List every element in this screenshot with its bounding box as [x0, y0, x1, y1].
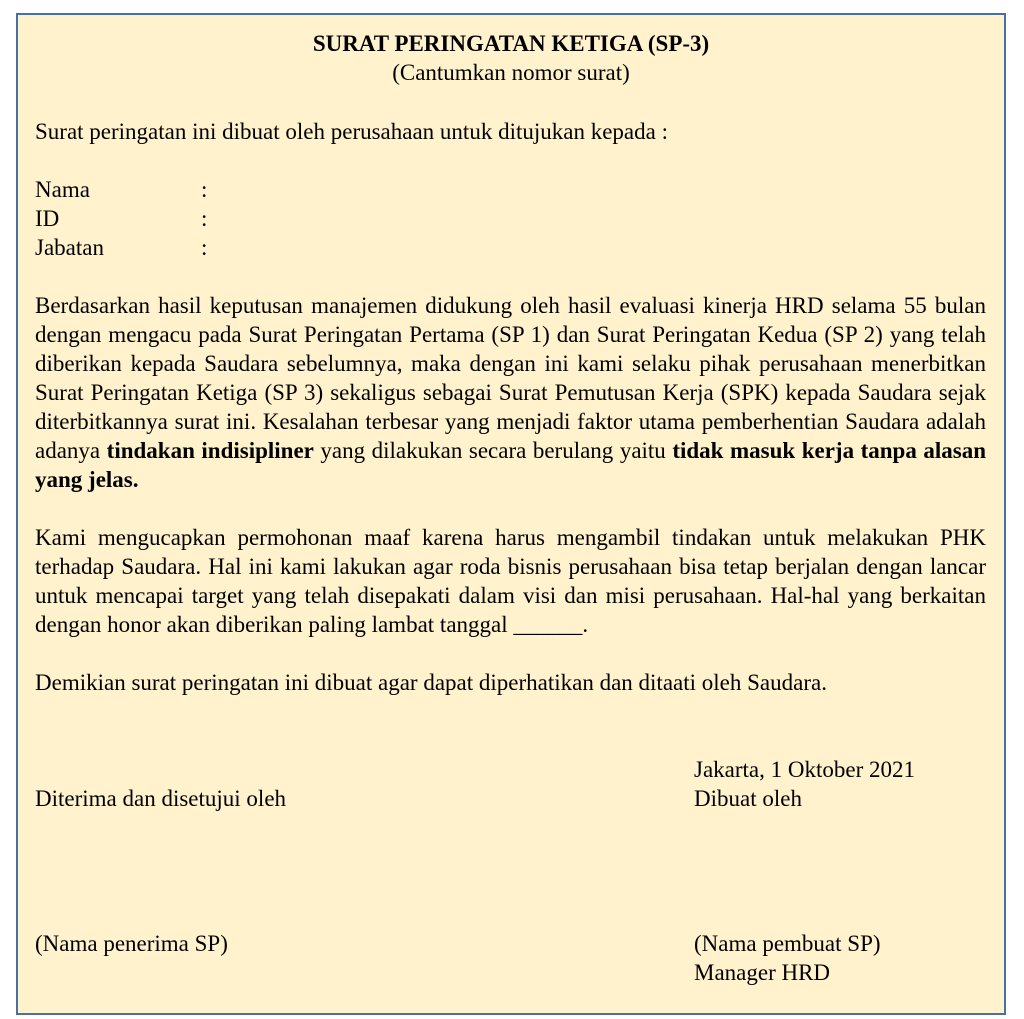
made-by-label: Dibuat oleh [694, 786, 802, 811]
paragraph-decision-text: Berdasarkan hasil keputusan manajemen didukung oleh hasil evaluasi kinerja HRD selama 55 bulan dengan mengacu pada Surat Peringatan Pertama (SP 1) dan Surat Peringatan Kedua (SP 2) yang telah diberikan kepada Saudara sebelumnya, maka dengan ini kami selaku pihak perusahaan menerbitkan Surat Peringatan Ketiga (SP 3) sekaligus sebagai Surat Pemutusan Kerja (SPK) kepada Saudara sejak diterbitkannya surat ini. Kesalahan terbesar yang menjadi faktor utama pemberhentian Saudara adalah adanya [35, 293, 986, 463]
paragraph-decision-bold-reason: tindakan indisipliner [106, 438, 314, 463]
paragraph-apology: Kami mengucapkan permohonan maaf karena harus mengambil tindakan untuk melakukan PHK terhadap Saudara. Hal ini kami lakukan agar roda bisnis perusahaan bisa tetap berjalan dengan lancar untuk mencapai target yang telah disepakati dalam visi dan misi perusahaan. Hal-hal yang berkaitan dengan honor akan diberikan paling lambat tanggal ______. [35, 525, 986, 637]
paragraph-closing: Demikian surat peringatan ini dibuat agar dapat diperhatikan dan ditaati oleh Saudara. [35, 670, 827, 695]
paragraph-decision-bold-detail: tidak masuk kerja tanpa alasan yang jelas. [35, 438, 986, 492]
recipient-name-placeholder: (Nama penerima SP) [35, 931, 228, 956]
field-colon: : [201, 235, 208, 260]
paragraph-decision [35, 291, 986, 494]
received-label: Diterima dan disetujui oleh [35, 786, 287, 811]
field-colon: : [201, 177, 208, 202]
field-colon: : [201, 206, 208, 231]
place-date: Jakarta, 1 Oktober 2021 [694, 757, 915, 782]
intro-text: Surat peringatan ini dibuat oleh perusahaan untuk ditujukan kepada : [35, 119, 668, 144]
field-label: Jabatan [35, 235, 104, 260]
paragraph-decision-text-cont: yang dilakukan secara berulang yaitu [313, 438, 673, 463]
letter-number-placeholder: (Cantumkan nomor surat) [392, 60, 630, 85]
issuer-name-placeholder: (Nama pembuat SP) [694, 931, 881, 956]
issuer-position: Manager HRD [694, 960, 831, 985]
field-label: Nama [35, 177, 90, 202]
field-label: ID [35, 206, 60, 231]
letter-title: SURAT PERINGATAN KETIGA (SP-3) [312, 31, 710, 56]
letter-page [16, 13, 1006, 1015]
